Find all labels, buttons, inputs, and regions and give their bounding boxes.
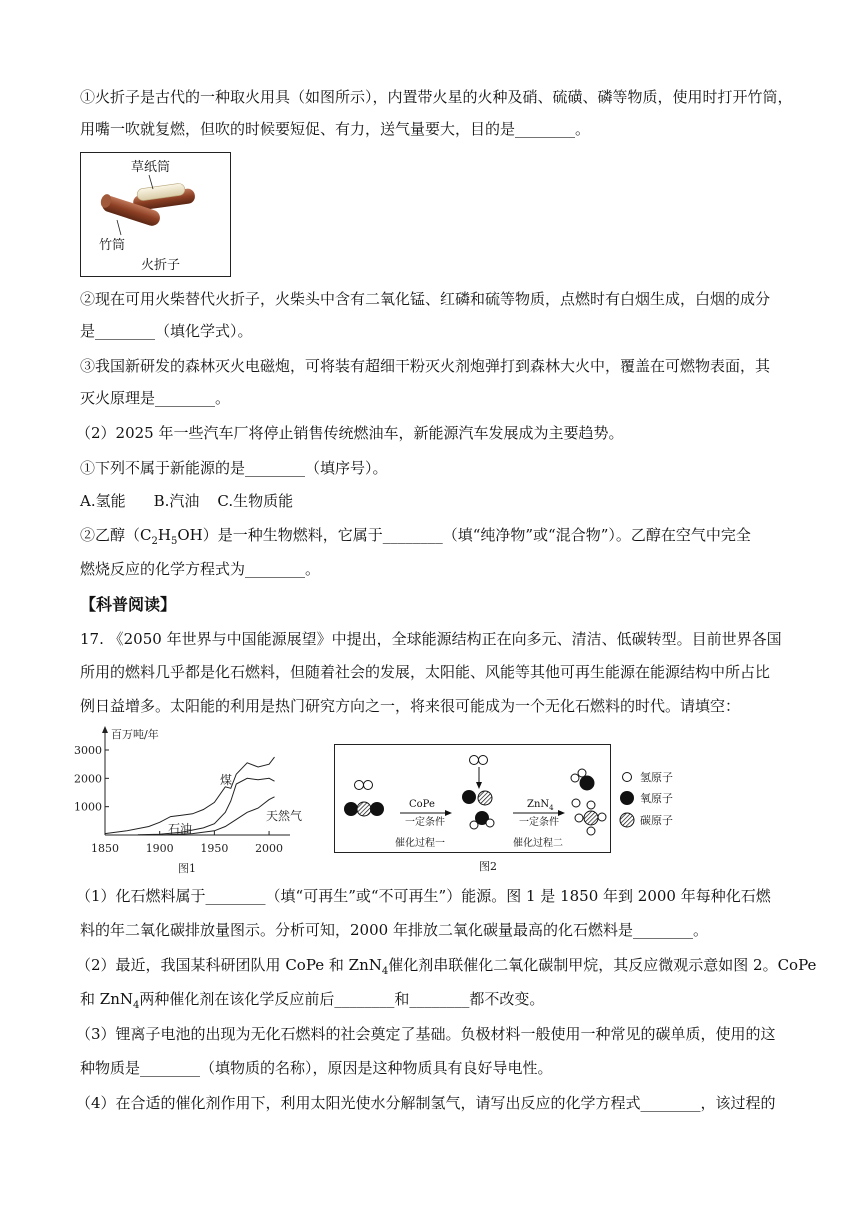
q16-paragraph-3a: ③我国新研发的森林灭火电磁炮，可将装有超细干粉灭火剂炮弹打到森林大火中，覆盖在可燃物表面，其 bbox=[80, 357, 771, 375]
q16-paragraph-1b: 用嘴一吹就复燃，但吹的时候要短促、有力，送气量要大，目的是________。 bbox=[80, 120, 591, 138]
y-tick-label: 1000 bbox=[74, 800, 102, 814]
fig2-caption: 图2 bbox=[479, 860, 497, 873]
q17-part-3b: 种物质是________（填物质的名称），原因是这种物质具有良好导电性。 bbox=[80, 1059, 553, 1077]
step1-catalyst: CoPe bbox=[409, 799, 435, 810]
q16-part-2: （2）2025 年一些汽车厂将停止销售传统燃油车，新能源汽车发展成为主要趋势。 bbox=[76, 424, 624, 442]
huozhezi-illustration bbox=[81, 153, 230, 276]
q17-part-1b: 料的年二氧化碳排放量图示。分析可知，2000 年排放二氧化碳量最高的化石燃料是________。 bbox=[80, 921, 708, 939]
q17-part-1a: （1）化石燃料属于________（填“可再生”或“不可再生”）能源。图 1 是 1850 年到 2000 年每种化石燃 bbox=[76, 887, 771, 905]
y-tick-label: 2000 bbox=[74, 772, 102, 786]
option-c: C.生物质能 bbox=[217, 492, 294, 510]
x-tick-label: 1950 bbox=[200, 842, 229, 855]
intermediate-products bbox=[462, 756, 494, 830]
q17-part-2b: 和 ZnN$_4$两种催化剂在该化学反应前后________和________都不改变。 bbox=[80, 990, 545, 1011]
q17-part-2a: （2）最近，我国某科研团队用 CoPe 和 ZnN$_4$催化剂串联催化二氧化碳制甲烷，其反应微观示意如图 2。CoPe bbox=[76, 956, 817, 977]
arrow-step-1 bbox=[400, 799, 452, 828]
option-b: B.汽油 bbox=[153, 492, 200, 510]
chart-ylabel: 百万吨/年 bbox=[111, 728, 159, 741]
step2-condition: 一定条件 bbox=[519, 817, 559, 828]
figure-caption: 火折子 bbox=[141, 258, 181, 273]
fig1-caption: 图1 bbox=[178, 862, 196, 875]
q16-options bbox=[80, 490, 790, 512]
atom-legend bbox=[618, 766, 708, 832]
co2-molecule bbox=[344, 802, 384, 816]
step2-catalyst: ZnN$_4$ bbox=[527, 799, 554, 812]
q17-part-4a: （4）在合适的催化剂作用下，利用太阳光使水分解制氢气，请写出反应的化学方程式________，该过程的 bbox=[76, 1094, 776, 1112]
catalysis-diagram bbox=[334, 744, 611, 853]
bamboo-tube-label: 竹筒 bbox=[99, 238, 126, 253]
q16-question-2b: 燃烧反应的化学方程式为________。 bbox=[80, 560, 321, 578]
series-label-coal: 煤 bbox=[220, 773, 233, 787]
q17-intro-1: 17. 《2050 年世界与中国能源展望》中提出，全球能源结构正在向多元、清洁、低碳转型。目前世界各国 bbox=[80, 630, 782, 648]
q16-question-2a: ②乙醇$(C_2H_5OH)$是一种生物燃料，它属于________（填“纯净物”或“混合物”）。乙醇在空气中完全 bbox=[80, 526, 751, 547]
step1-condition: 一定条件 bbox=[405, 817, 445, 828]
huozhezi-figure bbox=[80, 152, 231, 277]
q16-paragraph-2b: 是________（填化学式）。 bbox=[80, 322, 253, 340]
section-title: 【科普阅读】 bbox=[80, 595, 177, 614]
q16-paragraph-2a: ②现在可用火柴替代火折子，火柴头中含有二氧化锰、红磷和硫等物质，点燃时有白烟生成，白烟的成分 bbox=[80, 290, 771, 308]
q16-question-1: ①下列不属于新能源的是________（填序号）。 bbox=[80, 459, 388, 477]
y-tick-label: 3000 bbox=[74, 744, 102, 757]
x-tick-label: 2000 bbox=[255, 842, 284, 855]
final-products bbox=[571, 769, 606, 835]
step1-label: 催化过程一 bbox=[395, 838, 445, 849]
legend-carbon: 碳原子 bbox=[640, 814, 673, 827]
paper-tube-label: 草纸筒 bbox=[131, 160, 171, 175]
series-label-gas: 天然气 bbox=[266, 809, 303, 823]
q16-paragraph-1a: ①火折子是古代的一种取火用具（如图所示），内置带火星的火种及硝、硫磺、磷等物质，使用时打开竹筒， bbox=[80, 88, 793, 106]
legend-hydrogen: 氢原子 bbox=[640, 771, 673, 784]
q17-part-3a: （3）锂离子电池的出现为无化石燃料的社会奠定了基础。负极材料一般使用一种常见的碳单质，使用的这 bbox=[76, 1025, 776, 1043]
series-label-oil: 石油 bbox=[168, 822, 193, 836]
chart-axes bbox=[102, 726, 290, 835]
arrow-step-2 bbox=[513, 799, 565, 828]
step2-label: 催化过程二 bbox=[513, 838, 563, 849]
hydrogen-molecule bbox=[355, 781, 373, 790]
x-tick-label: 1850 bbox=[91, 842, 119, 855]
q17-intro-3: 例日益增多。太阳能的利用是热门研究方向之一，将来很可能成为一个无化石燃料的时代。请填空： bbox=[80, 697, 741, 715]
option-a: A.氢能 bbox=[80, 492, 126, 510]
legend-oxygen: 氧原子 bbox=[640, 792, 673, 805]
q16-paragraph-3b: 灭火原理是________。 bbox=[80, 389, 231, 407]
q17-intro-2: 所用的燃料几乎都是化石燃料，但随着社会的发展，太阳能、风能等其他可再生能源在能源结构中所占比 bbox=[80, 663, 771, 681]
co2-emission-chart bbox=[74, 722, 315, 877]
oil-line bbox=[138, 778, 275, 834]
x-tick-label: 1900 bbox=[145, 842, 174, 855]
